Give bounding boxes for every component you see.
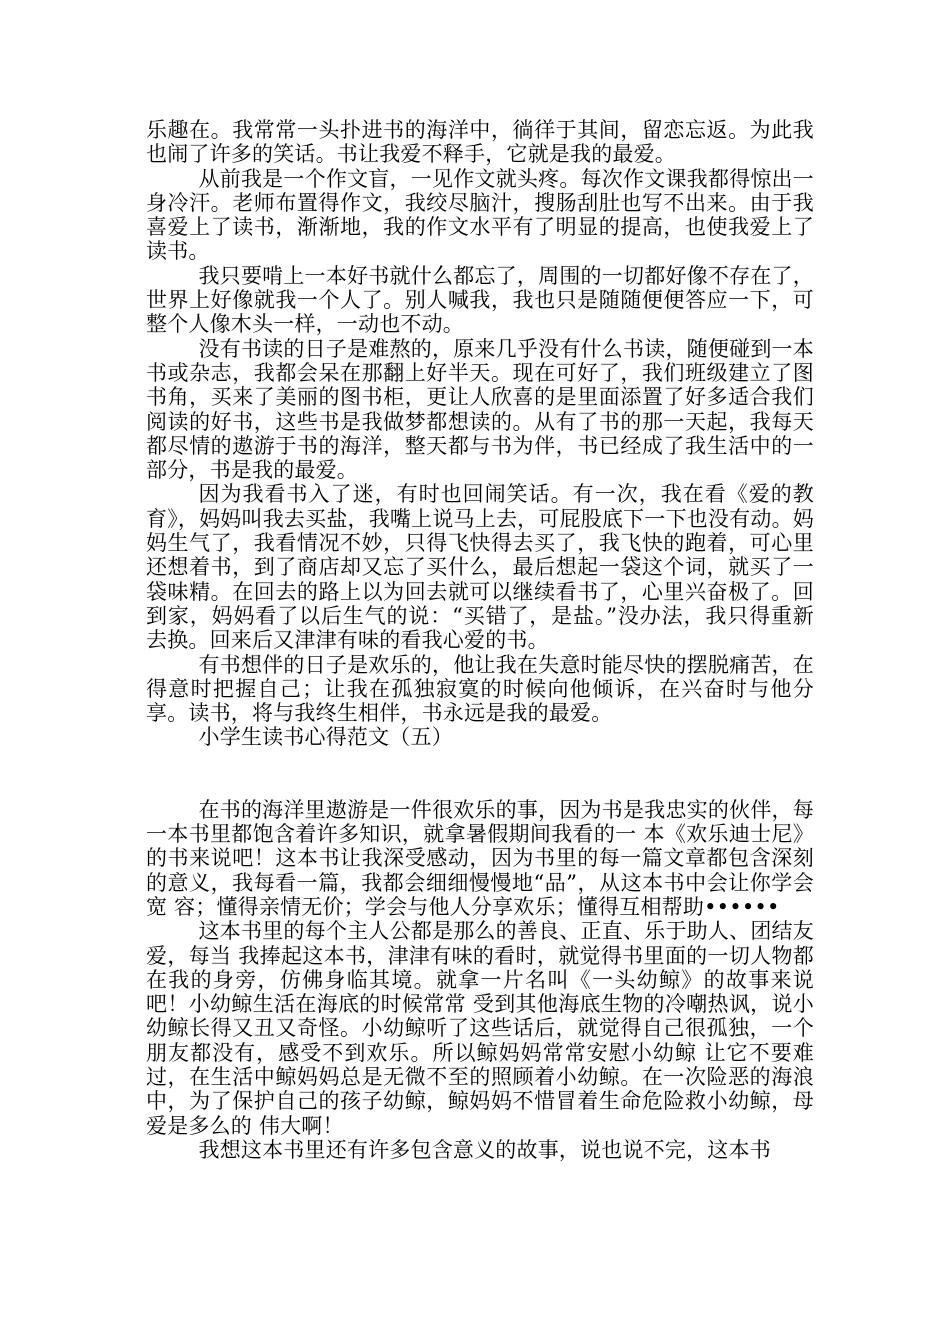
document-page [146,118,814,1162]
paragraph: 因为我看书入了迷，有时也回闹笑话。有一次，我在看《爱的教育》，妈妈叫我去买盐，我嘴上说马上去，可屁股底下一下也没有动。妈妈生气了，我看情况不妙，只得飞快得去买了，我飞快的跑着，可心里还想着书，到了商店却又忘了买什么，最后想起一袋这个词，就买了一袋味精。在回去的路上以为回去就可以继续看书了，心里兴奋极了。回到家，妈妈看了以后生气的说：“买错了，是盐。”没办法，我只得重新去换。回来后又津津有味的看我心爱的书。 [146,482,814,653]
paragraph: 我只要啃上一本好书就什么都忘了，周围的一切都好像不存在了，世界上好像就我一个人了。别人喊我，我也只是随随便便答应一下，可整个人像木头一样，一动也不动。 [146,263,814,337]
paragraph: 有书想伴的日子是欢乐的，他让我在失意时能尽快的摆脱痛苦，在得意时把握自己；让我在孤独寂寞的时候向他倾诉，在兴奋时与他分享。读书，将与我终生相伴，书永远是我的最爱。 [146,652,814,726]
paragraph: 从前我是一个作文盲，一见作文就头疼。每次作文课我都得惊出一身冷汗。老师布置得作文，我绞尽脑汁，搜肠刮肚也写不出来。由于我喜爱上了读书，渐渐地，我的作文水平有了明显的提高，也使我爱上了读书。 [146,166,814,264]
section-spacer [146,750,814,798]
paragraph: 这本书里的每个主人公都是那么的善良、正直、乐于助人、团结友爱，每当 我捧起这本书，津津有味的看时，就觉得书里面的一切人物都在我的身旁，仿佛身临其境。就拿一片名叫《一头幼鲸》的故事来说吧！小幼鲸生活在海底的时候常常 受到其他海底生物的冷嘲热讽，说小幼鲸长得又丑又奇怪。小幼鲸听了这些话后，就觉得自己很孤独，一个朋友都没有，感受不到欢乐。所以鲸妈妈常常安慰小幼鲸 让它不要难过，在生活中鲸妈妈总是无微不至的照顾着小幼鲸。在一次险恶的海浪中，为了保护自己的孩子幼鲸，鲸妈妈不惜冒着生命危险救小幼鲸，母爱是多么的 伟大啊！ [146,919,814,1138]
paragraph: 在书的海洋里遨游是一件很欢乐的事，因为书是我忠实的伙伴，每一本书里都饱含着许多知识，就拿暑假期间我看的一 本《欢乐迪士尼》的书来说吧！这本书让我深受感动，因为书里的每一篇文章都包含深刻的意义，我每看一篇，我都会细细慢慢地“品”，从这本书中会让你学会宽 容；懂得亲情无价；学会与他人分享欢乐；懂得互相帮助•••••• [146,797,814,919]
paragraph: 乐趣在。我常常一头扑进书的海洋中，徜徉于其间，留恋忘返。为此我也闹了许多的笑话。书让我爱不释手，它就是我的最爱。 [146,118,814,167]
paragraph: 我想这本书里还有许多包含意义的故事，说也说不完，这本书 [198,1137,771,1162]
section-title: 小学生读书心得范文（五） [198,725,453,750]
paragraph: 没有书读的日子是难熬的，原来几乎没有什么书读，随便碰到一本书或杂志，我都会呆在那翻上好半天。现在可好了，我们班级建立了图书角，买来了美丽的图书柜，更让人欣喜的是里面添置了好多适合我们阅读的好书，这些书是我做梦都想读的。从有了书的那一天起，我每天都尽情的遨游于书的海洋，整天都与书为伴，书已经成了我生活中的一部分，书是我的最爱。 [146,336,814,483]
